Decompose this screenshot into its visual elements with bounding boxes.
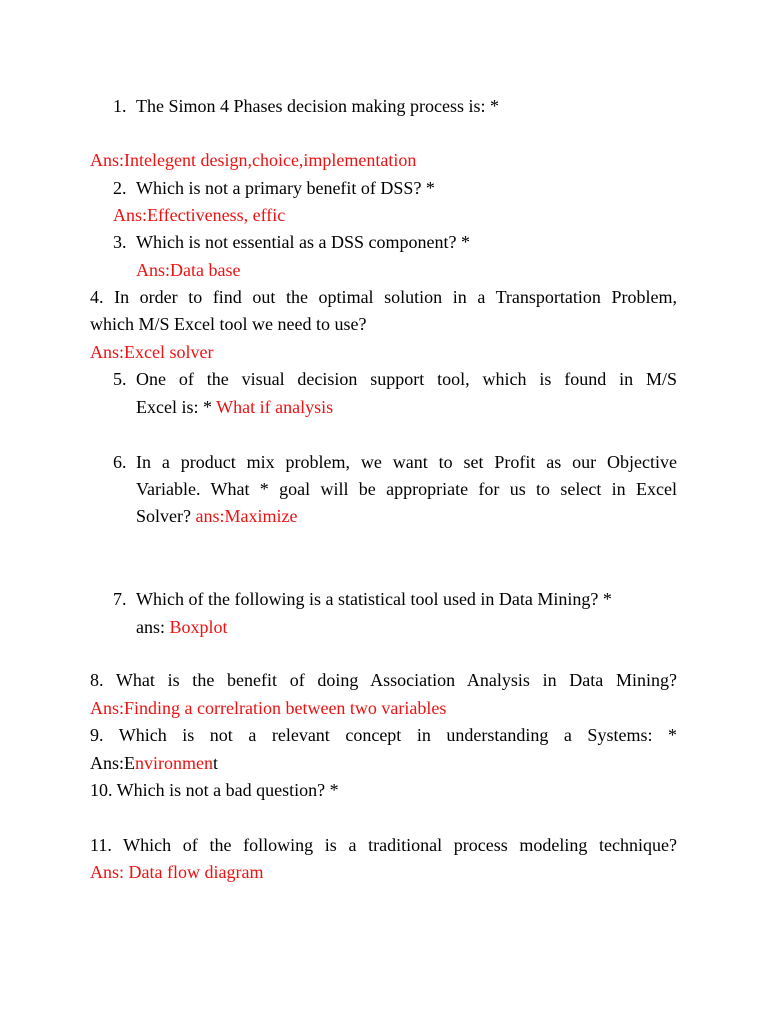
question-4-line-1: 4. In order to find out the optimal solution in a Transportation Problem, <box>90 287 677 307</box>
question-7-answer-line <box>136 616 228 638</box>
answer-3: Ans:Data base <box>136 260 241 280</box>
question-5-line-2 <box>136 396 333 418</box>
question-6-line-2: Variable. What * goal will be appropriate for us to select in Excel <box>136 479 677 499</box>
question-7-line-1: Which of the following is a statistical tool used in Data Mining? * <box>136 589 612 609</box>
answer-9-highlight: nvironmen <box>135 753 213 773</box>
question-6-number: 6. <box>113 452 127 472</box>
question-4-line-2: which M/S Excel tool we need to use? <box>90 314 367 334</box>
question-8-line-1: 8. What is the benefit of doing Association Analysis in Data Mining? <box>90 670 677 690</box>
question-6-line-3-text: Solver? <box>136 506 191 526</box>
answer-9-prefix: Ans:E <box>90 753 135 773</box>
question-1-number: 1. <box>113 96 127 116</box>
question-6-line-1: In a product mix problem, we want to set Profit as our Objective <box>136 452 677 472</box>
answer-7-prefix: ans: <box>136 617 165 637</box>
answer-8: Ans:Finding a correlration between two variables <box>90 698 447 718</box>
answer-4: Ans:Excel solver <box>90 342 214 362</box>
question-2-number: 2. <box>113 178 127 198</box>
question-3-number: 3. <box>113 232 127 252</box>
answer-1: Ans:Intelegent design,choice,implementation <box>90 150 417 170</box>
question-10-line-1: 10. Which is not a bad question? * <box>90 780 339 800</box>
answer-11: Ans: Data flow diagram <box>90 862 264 882</box>
question-11-line-1: 11. Which of the following is a traditional process modeling technique? <box>90 835 677 855</box>
question-2-text: Which is not a primary benefit of DSS? * <box>136 178 435 198</box>
answer-6: ans:Maximize <box>195 506 298 526</box>
answer-5: What if analysis <box>216 397 334 417</box>
question-3-text: Which is not essential as a DSS component? * <box>136 232 470 252</box>
answer-7: Boxplot <box>169 617 228 637</box>
question-7-number: 7. <box>113 589 127 609</box>
question-9-line-1: 9. Which is not a relevant concept in understanding a Systems: * <box>90 725 677 745</box>
question-6-line-3 <box>136 505 297 527</box>
question-5-number: 5. <box>113 369 127 389</box>
question-1-text: The Simon 4 Phases decision making process is: * <box>136 96 499 116</box>
question-9-answer-line <box>90 752 218 774</box>
answer-2: Ans:Effectiveness, effic <box>113 205 286 225</box>
question-5-line-2-text: Excel is: * <box>136 397 212 417</box>
question-5-line-1: One of the visual decision support tool, which is found in M/S <box>136 369 677 389</box>
answer-9-suffix: t <box>213 753 219 773</box>
